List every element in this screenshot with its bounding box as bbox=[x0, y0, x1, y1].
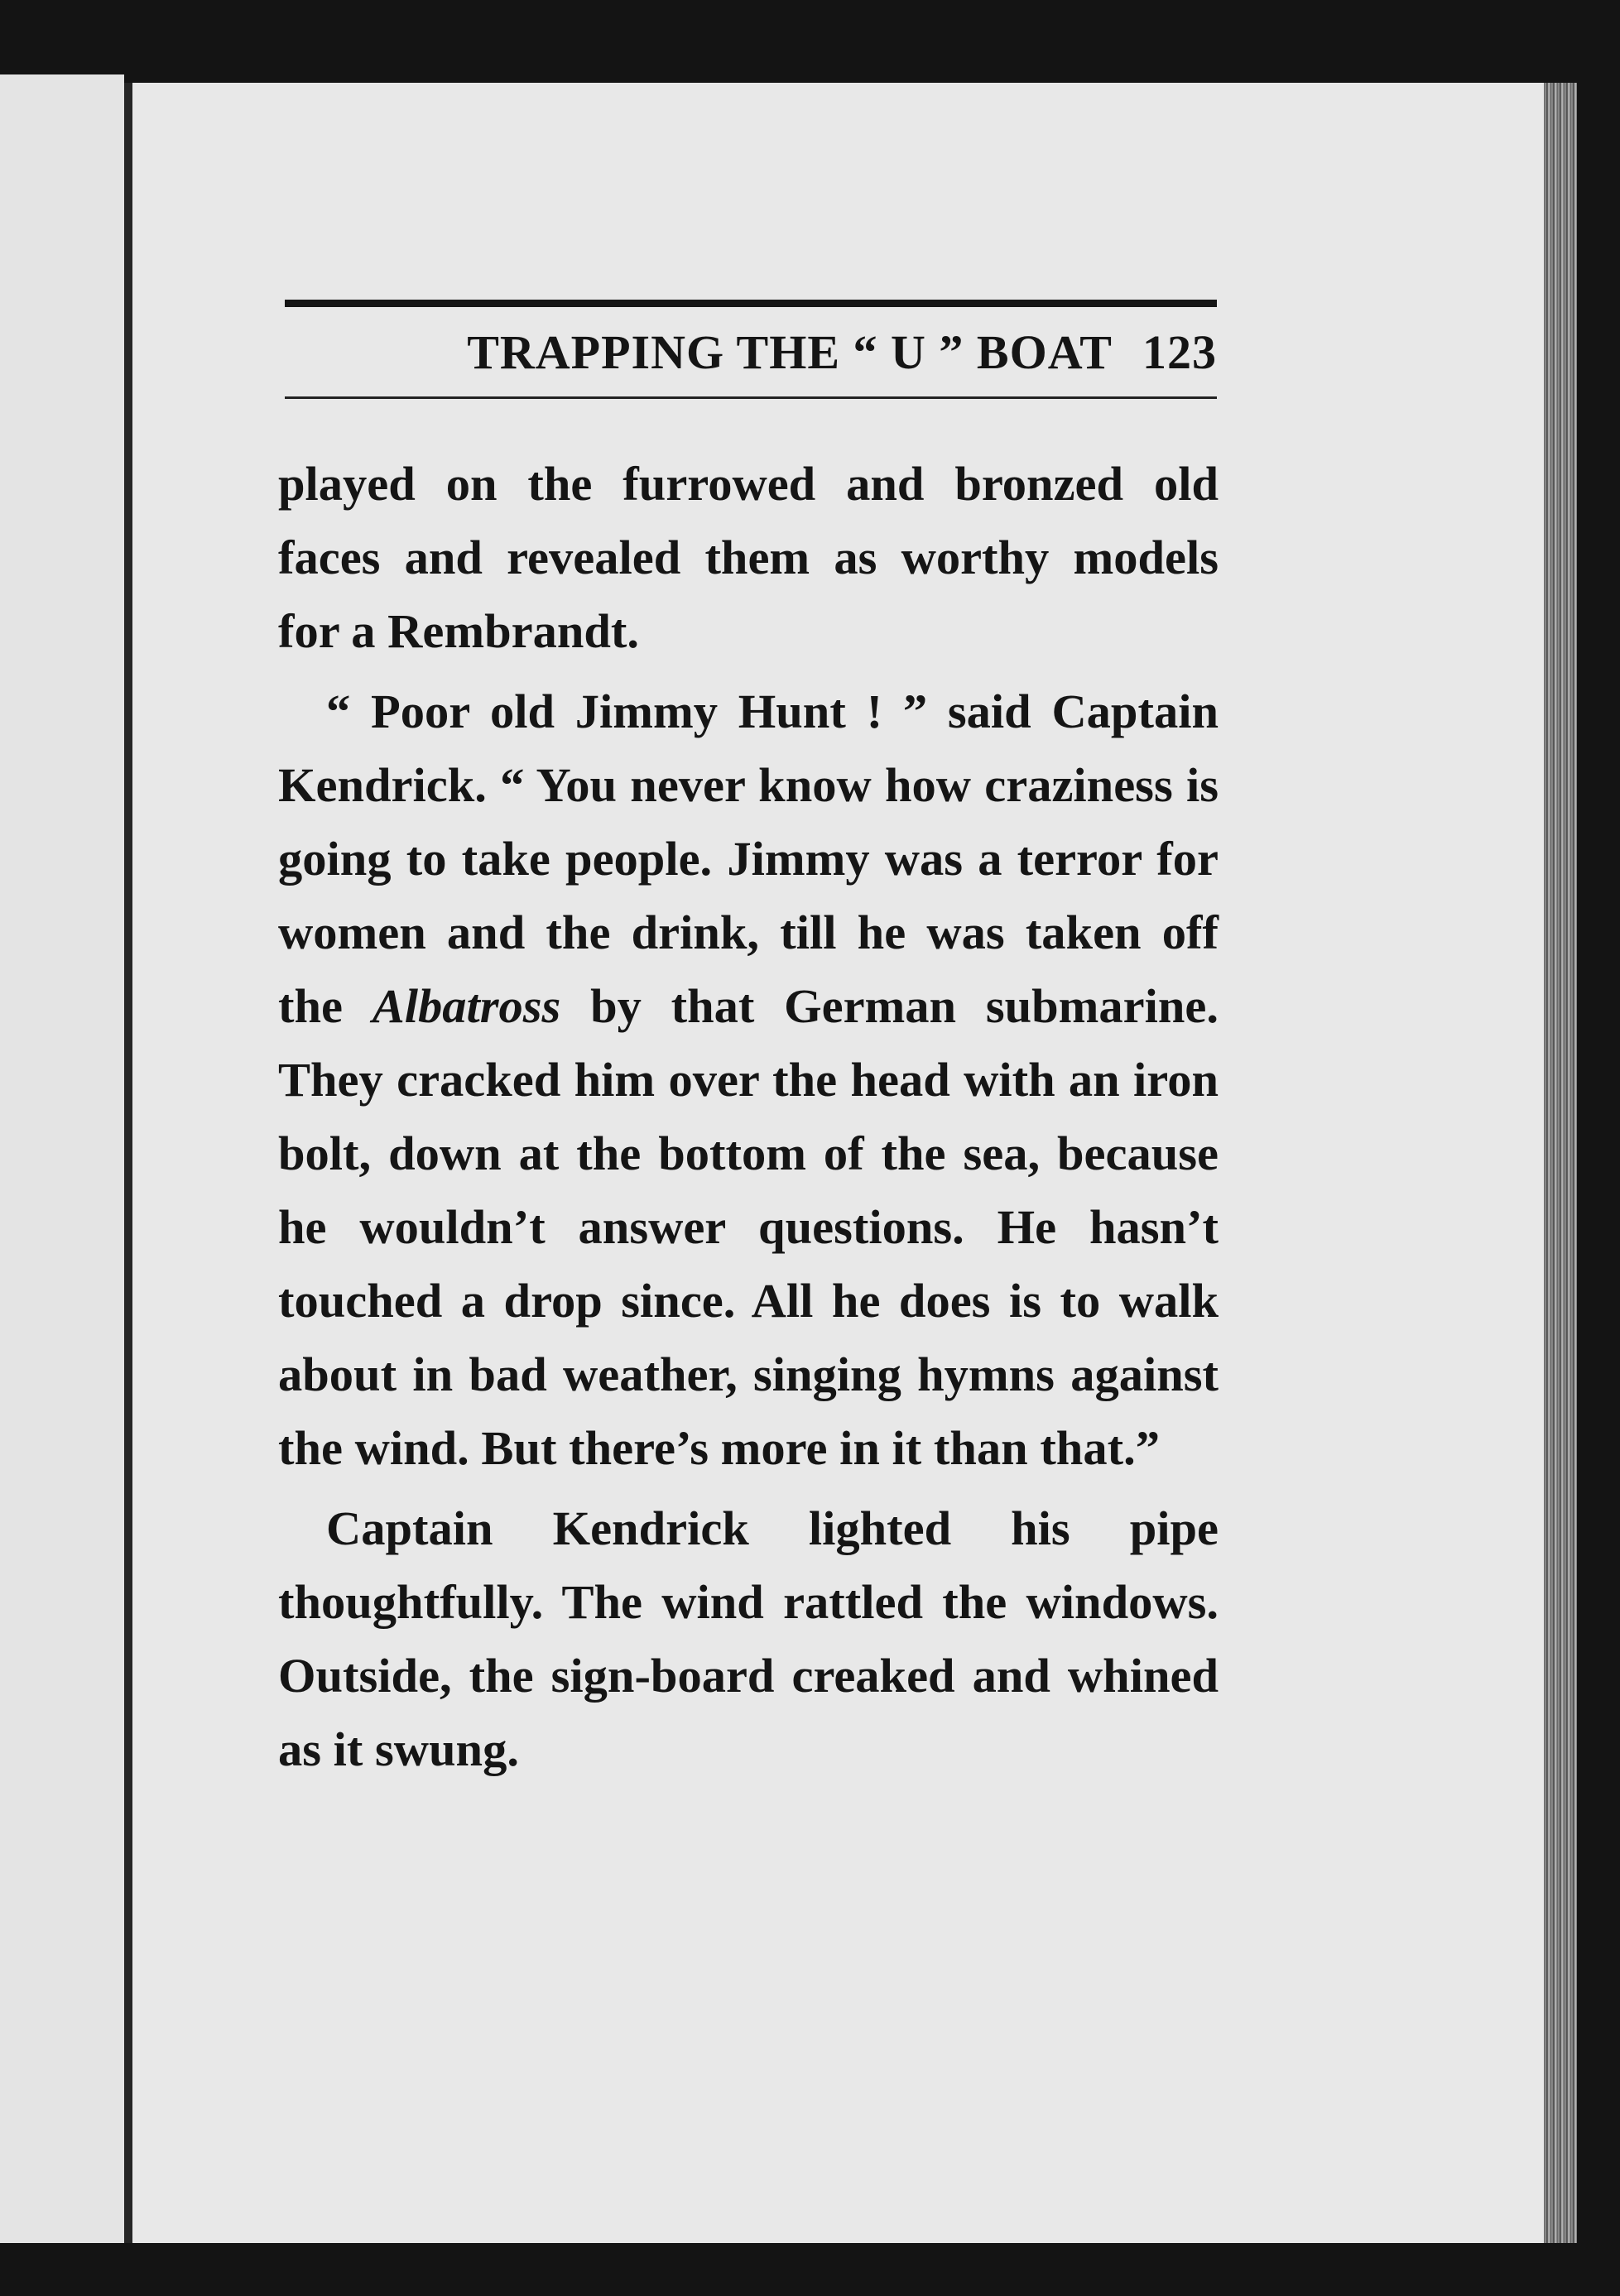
running-head bbox=[285, 307, 1217, 396]
running-title: TRAPPING THE “ U ” BOAT bbox=[467, 324, 1113, 379]
paragraph-1 bbox=[278, 447, 1219, 668]
page-header bbox=[285, 300, 1217, 399]
paragraph-2 bbox=[278, 675, 1219, 1485]
header-rule bbox=[285, 396, 1217, 399]
paragraph-3 bbox=[278, 1491, 1219, 1786]
adjacent-page-margin bbox=[0, 74, 124, 2243]
page-number: 123 bbox=[1142, 324, 1217, 379]
page-stack-edge bbox=[1544, 83, 1577, 2243]
body-text bbox=[278, 447, 1219, 1786]
paragraph-2-after: by that German submarine. They cracked him over the head with an iron bolt, down at the bottom of the sea, because he wouldn’t answer questions. He hasn’t touched a drop since. All he does is to walk about in bad weather, singing hymns against the wind. But there’s more in it than that.” bbox=[278, 979, 1219, 1475]
paragraph-3-text: Captain Kendrick lighted his pipe thoughtfully. The wind rattled the windows. Outside, the sign-board creaked and whined as it swung. bbox=[278, 1501, 1219, 1776]
paragraph-2-before: “ Poor old Jimmy Hunt ! ” said Captain Kendrick. “ You never know how craziness is going to take people. Jimmy was a terror for women and the drink, till he was taken off the bbox=[278, 684, 1219, 1033]
paragraph-1-text: played on the furrowed and bronzed old faces and revealed them as worthy models for a Rembrandt. bbox=[278, 457, 1219, 658]
ship-name: Albatross bbox=[372, 979, 561, 1033]
